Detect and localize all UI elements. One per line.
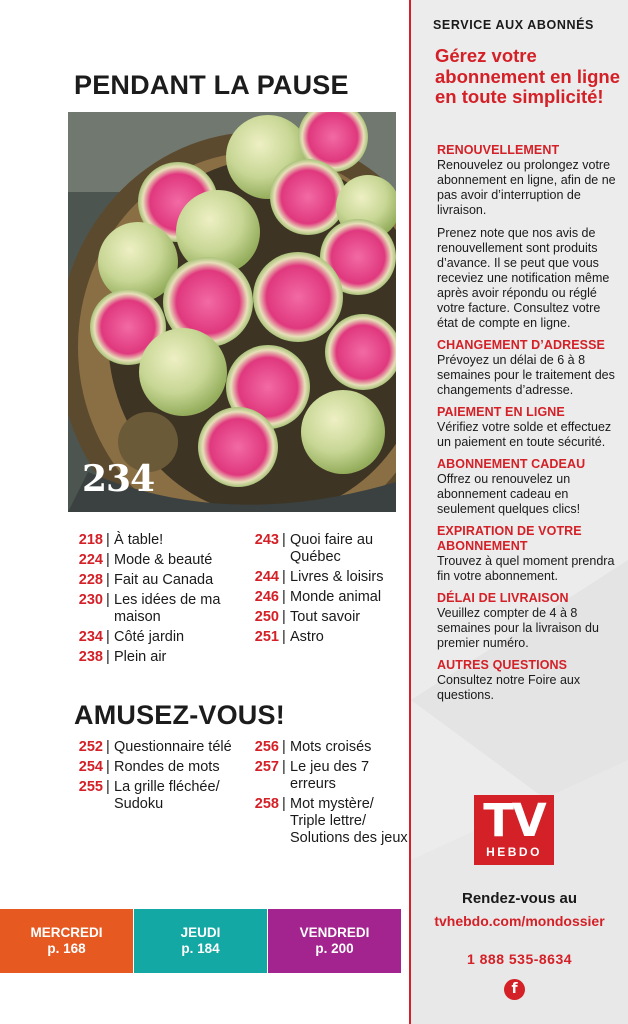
toc-separator: | (106, 629, 110, 645)
toc-label: La grille fléchée/ Sudoku (114, 779, 220, 812)
toc-page-number: 243 (254, 532, 279, 548)
toc-entry[interactable] (246, 629, 410, 646)
phone-number[interactable]: 1 888 535-8634 (466, 951, 573, 967)
toc-separator: | (106, 552, 110, 568)
block-text: Veuillez compter de 4 à 8 semaines pour la livraison du premier numéro. (437, 606, 599, 650)
toc-label: Monde animal (290, 589, 382, 605)
toc-entry[interactable] (246, 796, 410, 847)
radish-image (68, 112, 396, 512)
toc-page-number: 251 (254, 629, 279, 645)
toc-entry[interactable] (246, 609, 410, 626)
block-heading: AUTRES QUESTIONS (437, 658, 568, 672)
block-expiration (437, 524, 623, 584)
toc-separator: | (282, 739, 286, 755)
tab-day-page: p. 168 (47, 941, 86, 956)
toc-entry[interactable] (70, 552, 246, 569)
toc-separator: | (282, 532, 286, 548)
section-title-pause: PENDANT LA PAUSE (74, 70, 349, 100)
block-heading: DÉLAI DE LIVRAISON (437, 591, 569, 605)
toc-separator: | (106, 532, 110, 548)
toc-label: Côté jardin (114, 629, 185, 645)
toc-entry[interactable] (70, 779, 246, 813)
toc-entry[interactable] (70, 532, 246, 549)
block-renouvellement (437, 143, 623, 331)
toc-label: Mots croisés (290, 739, 372, 755)
toc-entry[interactable] (246, 589, 410, 606)
tab-jeudi[interactable] (133, 909, 267, 973)
toc-entry[interactable] (70, 649, 246, 666)
block-heading: CHANGEMENT D’ADRESSE (437, 338, 605, 352)
toc-separator: | (282, 589, 286, 605)
toc-separator: | (106, 592, 110, 608)
block-delai (437, 591, 623, 651)
rendezvous-label: Rendez-vous au (461, 890, 578, 907)
block-text: Consultez notre Foire aux questions. (437, 673, 581, 702)
service-header: SERVICE AUX ABONNÉS (433, 18, 594, 32)
toc-label: Les idées de ma maison (114, 592, 221, 625)
service-headline: Gérez votre abonnement en ligne en toute simplicité! (435, 45, 621, 107)
tab-day-label: VENDREDI (299, 925, 370, 940)
tab-day-label: JEUDI (180, 925, 221, 940)
toc-label: Livres & loisirs (290, 569, 384, 585)
toc-label: Astro (290, 629, 324, 645)
facebook-icon[interactable]: f (504, 979, 525, 1000)
block-text: Trouvez à quel moment prendra fin votre abonnement. (437, 554, 615, 583)
block-text: Renouvelez ou prolongez votre abonnement en ligne, afin de ne pas avoir d’interruption de livraison. (437, 158, 616, 217)
toc-entry[interactable] (246, 532, 410, 566)
toc-label: Mode & beauté (114, 552, 213, 568)
toc-page-number: 252 (78, 739, 103, 755)
block-cadeau (437, 457, 623, 517)
tab-mercredi[interactable] (0, 909, 133, 973)
toc-page-number: 228 (78, 572, 103, 588)
toc-label: Le jeu des 7 erreurs (290, 759, 370, 792)
toc-games-left (70, 739, 246, 816)
toc-label: Fait au Canada (114, 572, 214, 588)
toc-page-number: 238 (78, 649, 103, 665)
block-text: Offrez ou renouvelez un abonnement cadeau en seulement quelques clics! (437, 472, 581, 516)
toc-entry[interactable] (70, 629, 246, 646)
toc-page-number: 254 (78, 759, 103, 775)
block-heading: PAIEMENT EN LIGNE (437, 405, 565, 419)
radish-photo (68, 112, 396, 512)
block-heading: ABONNEMENT CADEAU (437, 457, 586, 471)
toc-label: Rondes de mots (114, 759, 220, 775)
toc-separator: | (106, 779, 110, 795)
toc-entry[interactable] (246, 569, 410, 586)
service-blocks (437, 143, 623, 710)
tab-day-page: p. 184 (181, 941, 220, 956)
toc-label: À table! (114, 532, 164, 548)
toc-label: Plein air (114, 649, 167, 665)
toc-pause-right (246, 532, 410, 649)
block-heading: RENOUVELLEMENT (437, 143, 560, 157)
toc-page-number: 250 (254, 609, 279, 625)
toc-separator: | (282, 629, 286, 645)
toc-page-number: 255 (78, 779, 103, 795)
tab-vendredi[interactable] (267, 909, 401, 973)
toc-label: Mot mystère/ Triple lettre/ Solutions des jeux (290, 796, 408, 846)
tab-day-label: MERCREDI (30, 925, 103, 940)
tv-hebdo-logo (474, 795, 554, 865)
toc-page-number: 234 (78, 629, 103, 645)
toc-pause-left (70, 532, 246, 669)
block-text: Vérifiez votre solde et effectuez un paiement en toute sécurité. (437, 420, 612, 449)
toc-separator: | (282, 796, 286, 812)
toc-entry[interactable] (70, 739, 246, 756)
toc-separator: | (106, 572, 110, 588)
section-title-amusez: AMUSEZ-VOUS! (74, 700, 285, 730)
toc-label: Tout savoir (290, 609, 361, 625)
toc-separator: | (106, 759, 110, 775)
account-url-link[interactable]: tvhebdo.com/mondossier (434, 913, 605, 929)
toc-label: Questionnaire télé (114, 739, 232, 755)
photo-page-number: 234 (82, 458, 155, 500)
block-text: Prévoyez un délai de 6 à 8 semaines pour le traitement des changements d’adresse. (437, 353, 615, 397)
logo-hebdo-text: HEBDO (486, 845, 542, 859)
toc-separator: | (106, 649, 110, 665)
logo-tv-text: TV (483, 794, 545, 847)
toc-page-number: 230 (78, 592, 103, 608)
toc-entry[interactable] (70, 759, 246, 776)
toc-games-right (246, 739, 410, 850)
toc-page-number: 246 (254, 589, 279, 605)
toc-label: Quoi faire au Québec (290, 532, 374, 565)
toc-separator: | (282, 759, 286, 775)
toc-page-number: 244 (254, 569, 279, 585)
block-changement-adresse (437, 338, 623, 398)
weekday-tabs (0, 909, 401, 973)
subscriber-service-panel (411, 0, 628, 1024)
block-paiement (437, 405, 623, 450)
toc-page-number: 258 (254, 796, 279, 812)
toc-separator: | (282, 609, 286, 625)
toc-separator: | (106, 739, 110, 755)
toc-entry[interactable] (246, 759, 410, 793)
toc-page-number: 257 (254, 759, 279, 775)
tab-day-page: p. 200 (315, 941, 354, 956)
toc-entry[interactable] (70, 592, 246, 626)
toc-page-number: 224 (78, 552, 103, 568)
toc-separator: | (282, 569, 286, 585)
toc-entry[interactable] (246, 739, 410, 756)
toc-page-number: 218 (78, 532, 103, 548)
toc-entry[interactable] (70, 572, 246, 589)
toc-page-number: 256 (254, 739, 279, 755)
block-autres (437, 658, 623, 703)
block-extra-text: Prenez note que nos avis de renouvellement sont produits d’avance. Il se peut que vous receviez une notification même après avoir répondu ou réglé votre facture. Consultez votre état de compte en ligne. (437, 226, 610, 330)
block-heading: EXPIRATION DE VOTRE ABONNEMENT (437, 524, 582, 553)
